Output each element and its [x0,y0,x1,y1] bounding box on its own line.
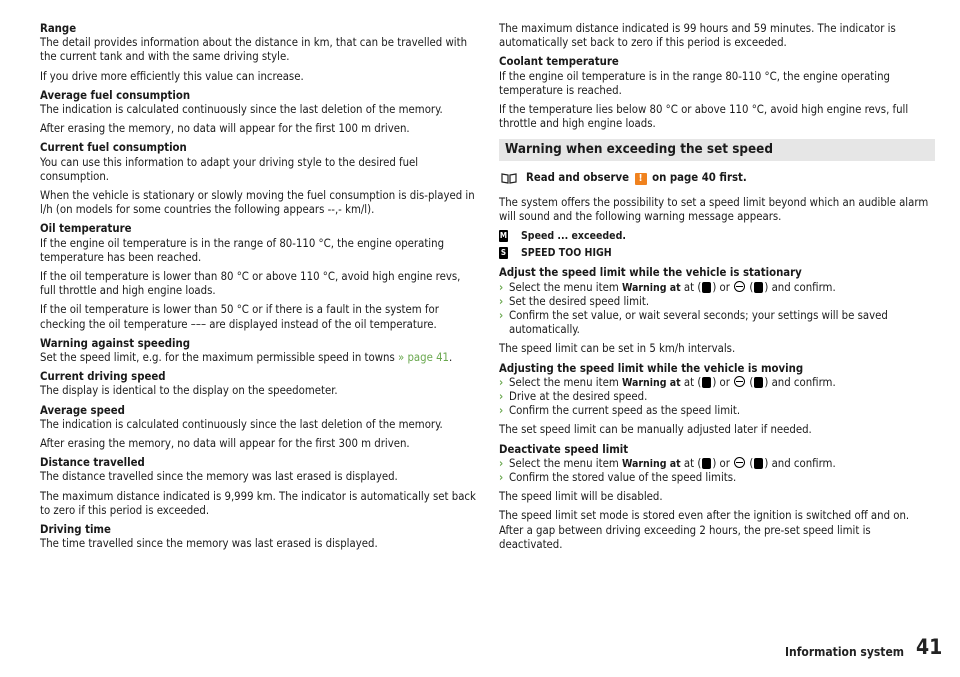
paragraph-heading: Range [40,22,77,35]
paragraph [40,370,477,398]
paragraph-text: The maximum distance indicated is 99 hours and 59 minutes. The indicator is automatically set back to zero if this period is exceeded. [499,22,896,50]
procedure-step [499,281,935,295]
step-chevron-icon: › [499,309,504,323]
closing-text: The speed limit set mode is stored even after the ignition is switched off and on. After a gap between driving exceeding 2 hours, the pre-set speed limit is deactivated. [499,509,910,551]
paragraph-text: After erasing the memory, no data will appear for the first 100 m driven. [40,122,410,136]
right-column [499,22,935,557]
menu-item-label: Warning at [621,457,681,470]
paragraph-text: The maximum distance indicated is 9,999 km. The indicator is automatically set back to zero if this period is exceeded. [40,489,476,517]
step-text-body: Confirm the stored value of the speed limits. [509,471,737,485]
paragraph [40,189,477,217]
paragraph-text: The display is identical to the display on the speedometer. [40,384,338,398]
step-text [509,404,740,418]
paragraph [40,404,477,432]
paragraph [40,456,477,484]
paragraph-text: Set the speed limit, e.g. for the maximum permissible speed in towns [40,351,395,365]
paragraph-text: If the oil temperature is lower than 50 °C or if there is a fault in the system for checking the oil temperature ––– are displayed instead of the oil temperature. [40,303,439,331]
rotary-control-icon [734,281,745,292]
paragraph-text: The distance travelled since the memory was last erased is displayed. [40,470,398,484]
left-column [40,22,477,557]
step-text-body: Drive at the desired speed. [509,390,648,404]
procedure-step [499,457,935,471]
paragraph-text: The indication is calculated continuously since the last deletion of the memory. [40,103,443,117]
step-text [509,457,836,471]
procedure-step [499,471,935,485]
connector-text: ) [764,280,769,294]
paragraph [499,103,935,131]
rotary-control-icon [734,457,745,468]
paragraph-text: If the engine oil temperature is in the range of 80-110 °C, the engine operating temperature has been reached. [40,236,445,264]
paragraph-text: You can use this information to adapt your driving style to the desired fuel consumption. [40,155,419,183]
connector-text: ) or [712,375,730,389]
disabled-text: The speed limit will be disabled. [499,490,663,504]
step-text [509,295,649,309]
paragraph [40,70,477,84]
connector-text: at ( [683,375,702,389]
connector-text: ( [749,280,754,294]
step-pre: Select the menu item [509,456,619,470]
connector-text: at ( [683,280,702,294]
paragraph-text: If the temperature lies below 80 °C or above 110 °C, avoid high engine revs, full throttle and high engine loads. [499,103,909,131]
step-text [509,309,935,337]
warning-icon: ! [635,173,647,185]
paragraph-text: If you drive more efficiently this value can increase. [40,69,304,83]
connector-text: ) or [712,456,730,470]
menu-item-label: Warning at [621,376,681,389]
procedure-heading: Adjust the speed limit while the vehicle is stationary [499,266,802,280]
paragraph-text: The time travelled since the memory was last erased is displayed. [40,537,378,551]
paragraph [40,523,477,551]
procedure-step [499,390,935,404]
paragraph-heading: Driving time [40,523,111,537]
procedure-step [499,376,935,390]
message-text: Speed ... exceeded. [521,230,626,243]
paragraph-heading: Current driving speed [40,370,166,384]
mfd-button-icon [702,377,711,388]
interval-text: The speed limit can be set in 5 km/h intervals. [499,342,736,356]
paragraph [40,222,477,265]
manual-text: The set speed limit can be manually adjusted later if needed. [499,423,812,437]
paragraph-text: If the oil temperature is lower than 80 °C or above 110 °C, avoid high engine revs, full throttle and high engine loads. [40,270,461,298]
display-message [499,229,935,243]
step-text-body: Set the desired speed limit. [509,294,650,308]
display-badge-icon: M [499,231,508,241]
paragraph [499,22,935,50]
paragraph-heading: Distance travelled [40,456,145,470]
paragraph-text: The indication is calculated continuously since the last deletion of the memory. [40,417,443,431]
procedure-heading: Adjusting the speed limit while the vehicle is moving [499,361,804,375]
procedure-heading: Deactivate speed limit [499,442,629,456]
step-chevron-icon: › [499,280,504,294]
step-post: and confirm. [771,375,836,389]
steering-button-icon [754,458,763,469]
paragraph [40,141,477,184]
paragraph-text: When the vehicle is stationary or slowly moving the fuel consumption is dis-played in l/h (on models for some countries the following appears --,- km/l). [40,189,475,217]
paragraph-heading: Warning against speeding [40,336,190,350]
warning-messages [499,229,935,260]
step-chevron-icon: › [499,390,504,404]
step-text [509,471,736,485]
paragraph [40,270,477,298]
step-chevron-icon: › [499,471,504,485]
steering-button-icon [754,377,763,388]
message-text: SPEED TOO HIGH [521,247,612,260]
steering-button-icon [754,282,763,293]
paragraph [40,303,477,331]
paragraph-heading: Average speed [40,403,125,417]
step-chevron-icon: › [499,456,504,470]
paragraph [40,89,477,117]
connector-text: ) or [712,280,730,294]
rotary-control-icon [734,376,745,387]
paragraph-heading: Coolant temperature [499,55,619,69]
step-chevron-icon: › [499,294,504,308]
paragraph [40,490,477,518]
connector-text: at ( [683,456,702,470]
paragraph-tail: . [449,351,453,365]
connector-text: ) [764,375,769,389]
step-chevron-icon: › [499,375,504,389]
connector-text: ( [749,456,754,470]
intro-text: The system offers the possibility to set a speed limit beyond which an audible alarm will sound and the following warning message appears. [499,195,929,223]
page-link[interactable]: » page 41 [398,351,450,365]
step-pre: Select the menu item [509,280,619,294]
paragraph [40,337,477,365]
menu-item-label: Warning at [621,281,681,294]
mfd-button-icon [702,282,711,293]
step-pre: Select the menu item [509,375,619,389]
page-number: 41 [916,635,943,659]
paragraph [40,437,477,451]
step-text [509,376,836,390]
step-text-body: Confirm the set value, or wait several seconds; your settings will be saved automatically. [509,309,888,337]
mfd-button-icon [702,458,711,469]
paragraph-text: The detail provides information about the distance in km, that can be travelled with the current tank and with the same driving style. [40,36,468,64]
procedure-step [499,309,935,337]
section-header: Warning when exceeding the set speed [499,139,935,161]
paragraph [499,55,935,98]
paragraph-text: After erasing the memory, no data will appear for the first 300 m driven. [40,437,410,451]
connector-text: ) [764,456,769,470]
step-text [509,281,836,295]
footer-section-title: Information system [785,645,905,659]
step-text-body: Confirm the current speed as the speed limit. [509,404,741,418]
procedure-step [499,404,935,418]
read-and-observe: Read and observe ! on page 40 first. [499,171,935,185]
step-post: and confirm. [771,280,836,294]
book-icon [501,173,517,184]
paragraph [40,122,477,136]
paragraph-heading: Average fuel consumption [40,88,191,102]
paragraph-text: If the engine oil temperature is in the range 80-110 °C, the engine operating temperature is reached. [499,69,891,97]
display-message [499,246,935,260]
procedure-step [499,295,935,309]
connector-text: ( [749,375,754,389]
display-badge-icon: S [500,248,507,258]
step-text [509,390,647,404]
paragraph-heading: Current fuel consumption [40,141,187,155]
paragraph-heading: Oil temperature [40,222,132,236]
paragraph [40,22,477,65]
step-post: and confirm. [771,456,836,470]
step-chevron-icon: › [499,404,504,418]
